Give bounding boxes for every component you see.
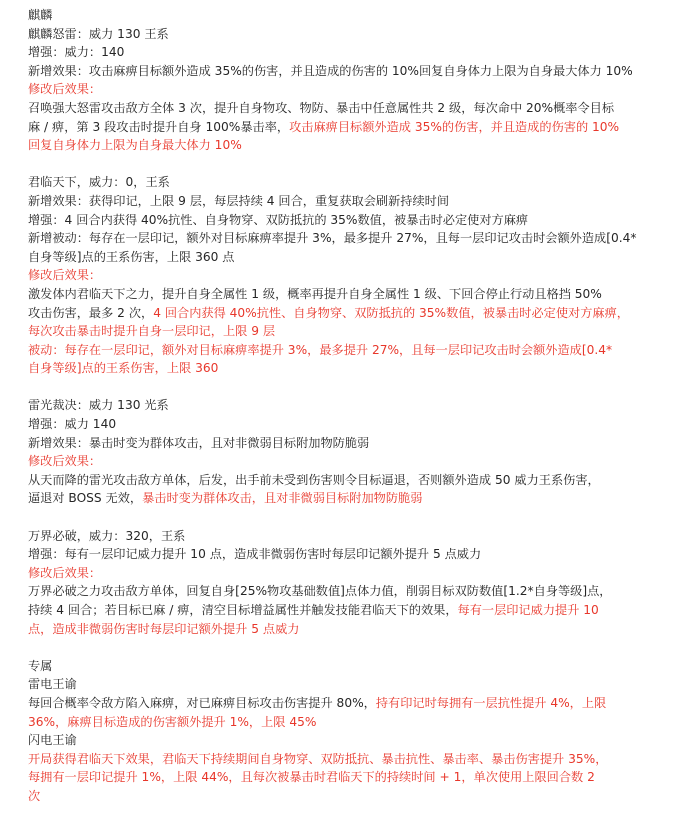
text-line	[28, 564, 681, 583]
plain-text: 自身等级]点的王系伤害，上限 360 点	[28, 249, 235, 264]
text-line	[28, 452, 681, 471]
text-line	[28, 396, 681, 415]
plain-text: 激发体内君临天下之力，提升自身全属性 1 级，概率再提升自身全属性 1 级、下回合停止行动且格挡 50%	[28, 286, 602, 301]
plain-text: 麒麟怒雷：威力 130 王系	[28, 26, 169, 41]
plain-text: 麒麟	[28, 8, 53, 22]
plain-text: 从天而降的雷光攻击敌方单体，后发，出手前未受到伤害则令目标逼退，否则额外造成 50 威力王系伤害，	[28, 472, 600, 487]
text-line	[28, 248, 681, 267]
changed-text: 修改后效果：	[28, 565, 102, 580]
text-line	[28, 675, 681, 694]
skill-section	[28, 657, 681, 806]
section-gap	[28, 378, 681, 397]
plain-text: 召唤强大怒雷攻击敌方全体 3 次，提升自身物攻、物防、暴击中任意属性共 2 级，每次命中 20%概率令目标	[28, 100, 615, 115]
text-line	[28, 601, 681, 620]
plain-text: 麻 / 痹，第 3 段攻击时提升自身 100%暴击率，	[28, 119, 290, 134]
text-line	[28, 787, 681, 806]
text-line	[28, 25, 681, 44]
changed-text: 每次攻击暴击时提升自身一层印记，上限 9 层	[28, 324, 276, 339]
text-line	[28, 768, 681, 787]
skill-section	[28, 396, 681, 508]
changed-text: 被动：每存在一层印记，额外对目标麻痹率提升 3%，最多提升 27%，且每一层印记攻击时会额外造成[0.4*	[28, 342, 613, 357]
text-line	[28, 471, 681, 490]
skill-section	[28, 6, 681, 155]
changed-text: 36%，麻痹目标造成的伤害额外提升 1%，上限 45%	[28, 714, 317, 729]
text-line	[28, 211, 681, 230]
text-line	[28, 266, 681, 285]
text-line	[28, 620, 681, 639]
skill-section	[28, 173, 681, 378]
changed-text: 4 回合内获得 40%抗性、自身物穿、双防抵抗的 35%数值，被暴击时必定使对方麻痹，	[153, 305, 629, 320]
changed-text: 持有印记时每拥有一层抗性提升 4%，上限	[375, 695, 607, 710]
text-line	[28, 118, 681, 137]
text-line	[28, 80, 681, 99]
text-line	[28, 545, 681, 564]
text-line	[28, 527, 681, 546]
text-line	[28, 173, 681, 192]
plain-text: 新增效果：暴击时变为群体攻击，且对非微弱目标附加物防脆弱	[28, 435, 370, 450]
plain-text: 攻击伤害，最多 2 次，	[28, 305, 154, 320]
changed-text: 暴击时变为群体攻击，且对非微弱目标附加物防脆弱	[142, 491, 423, 506]
plain-text: 增强：4 回合内获得 40%抗性、自身物穿、双防抵抗的 35%数值，被暴击时必定使对方麻痹	[28, 212, 529, 227]
text-line	[28, 415, 681, 434]
section-gap	[28, 638, 681, 657]
plain-text: 雷电王谕	[28, 677, 77, 692]
text-line	[28, 99, 681, 118]
changed-text: 修改后效果：	[28, 82, 102, 97]
section-gap	[28, 155, 681, 174]
text-line	[28, 322, 681, 341]
changed-text: 每拥有一层印记提升 1%，上限 44%，且每次被暴击时君临天下的持续时间 + 1，单次使用上限回合数 2	[28, 770, 595, 785]
changed-text: 修改后效果：	[28, 268, 102, 283]
text-line	[28, 341, 681, 360]
text-line	[28, 229, 681, 248]
text-line	[28, 359, 681, 378]
text-line	[28, 582, 681, 601]
plain-text: 闪电王谕	[28, 733, 77, 748]
plain-text: 增强：威力：140	[28, 45, 125, 60]
text-line	[28, 6, 681, 25]
changed-text: 攻击麻痹目标额外造成 35%的伤害，并且造成的伤害的 10%	[289, 119, 620, 134]
plain-text: 万界必破之力攻击敌方单体，回复自身[25%物攻基础数值]点体力值，削弱目标双防数值[1.2*自身等级]点，	[28, 584, 612, 599]
plain-text: 新增效果：攻击麻痹目标额外造成 35%的伤害，并且造成的伤害的 10%回复自身体力上限为自身最大体力 10%	[28, 63, 633, 78]
plain-text: 增强：威力 140	[28, 417, 117, 432]
plain-text: 逼退对 BOSS 无效，	[28, 491, 143, 506]
plain-text: 雷光裁决：威力 130 光系	[28, 398, 169, 413]
text-line	[28, 489, 681, 508]
text-line	[28, 62, 681, 81]
plain-text: 持续 4 回合；若目标已麻 / 痹，清空目标增益属性并触发技能君临天下的效果，	[28, 603, 458, 617]
plain-text: 每回合概率令敌方陷入麻痹，对已麻痹目标攻击伤害提升 80%，	[28, 695, 376, 710]
skill-section	[28, 527, 681, 639]
changed-text: 自身等级]点的王系伤害，上限 360	[28, 361, 219, 376]
text-line	[28, 694, 681, 713]
text-line	[28, 750, 681, 769]
plain-text: 新增效果：获得印记，上限 9 层，每层持续 4 回合，重复获取会刷新持续时间	[28, 193, 450, 208]
changed-text: 回复自身体力上限为自身最大体力 10%	[28, 138, 242, 153]
text-line	[28, 657, 681, 676]
changed-text: 次	[28, 788, 41, 803]
text-line	[28, 713, 681, 732]
text-line	[28, 434, 681, 453]
changed-text: 修改后效果：	[28, 454, 102, 469]
plain-text: 专属	[28, 658, 53, 673]
text-line	[28, 136, 681, 155]
plain-text: 新增被动：每存在一层印记，额外对目标麻痹率提升 3%，最多提升 27%，且每一层印记攻击时会额外造成[0.4*	[28, 231, 637, 246]
plain-text: 增强：每有一层印记威力提升 10 点，造成非微弱伤害时每层印记额外提升 5 点威力	[28, 547, 482, 562]
text-line	[28, 192, 681, 211]
patch-notes-document	[0, 6, 689, 806]
text-line	[28, 285, 681, 304]
plain-text: 君临天下，威力：0，王系	[28, 175, 170, 190]
changed-text: 每有一层印记威力提升 10	[457, 603, 599, 617]
text-line	[28, 731, 681, 750]
section-gap	[28, 508, 681, 527]
text-line	[28, 43, 681, 62]
text-line	[28, 304, 681, 323]
changed-text: 开局获得君临天下效果，君临天下持续期间自身物穿、双防抵抗、暴击抗性、暴击率、暴击伤害提升 35%，	[28, 751, 608, 766]
plain-text: 万界必破，威力：320，王系	[28, 528, 186, 543]
changed-text: 点，造成非微弱伤害时每层印记额外提升 5 点威力	[28, 621, 300, 636]
